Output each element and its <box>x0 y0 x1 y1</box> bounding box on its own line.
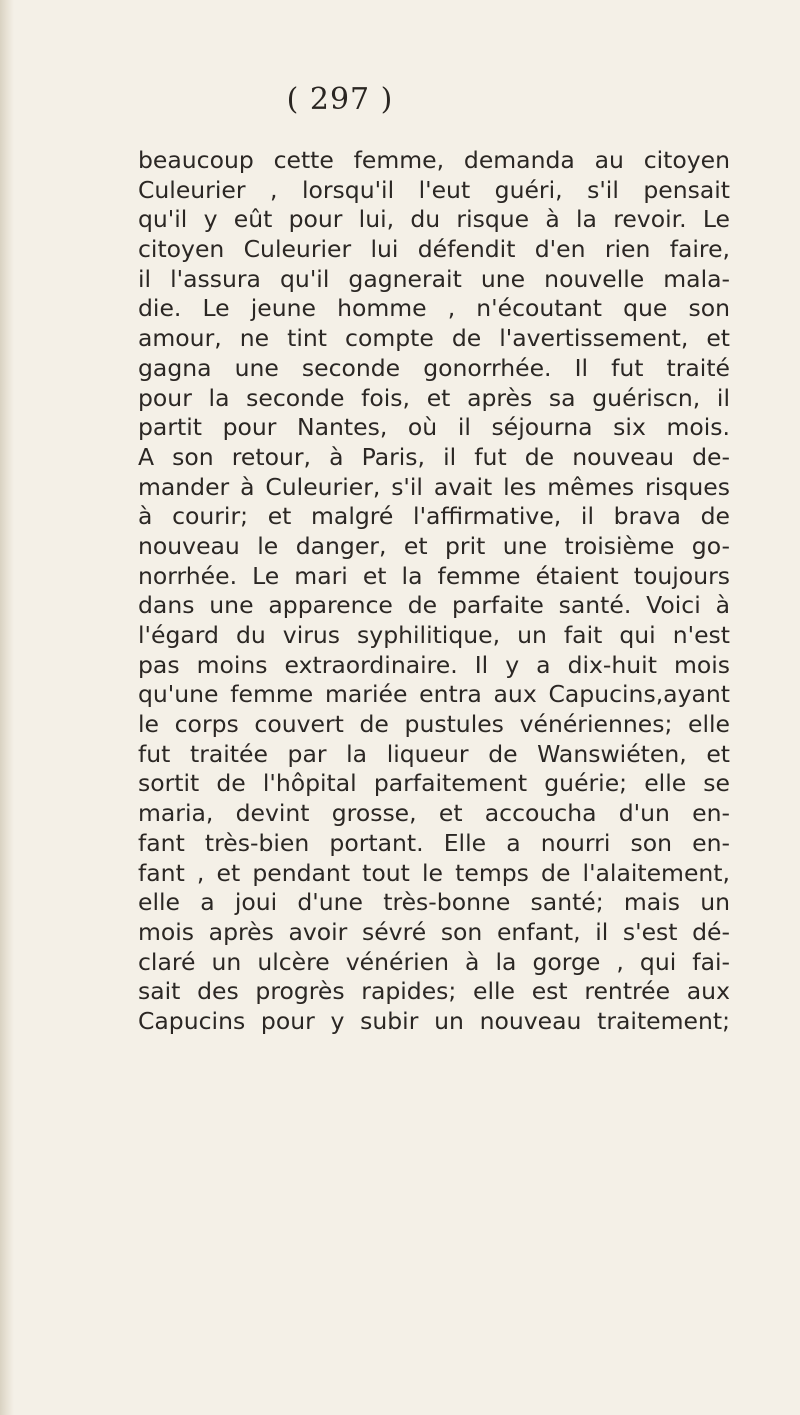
text-line: nouveau le danger, et prit une troisième go- <box>138 531 730 560</box>
text-line: sortit de l'hôpital parfaitement guérie; elle se <box>138 769 730 798</box>
text-line: norrhée. Le mari et la femme étaient toujours <box>138 561 730 590</box>
text-line: amour, ne tint compte de l'avertissement, et <box>138 324 730 353</box>
text-line: dans une apparence de parfaite santé. Voici à <box>138 591 730 620</box>
text-line: qu'une femme mariée entra aux Capucins,ayant <box>138 680 730 709</box>
text-line: elle a joui d'une très-bonne santé; mais un <box>138 888 730 917</box>
text-line: Culeurier , lorsqu'il l'eut guéri, s'il pensait <box>138 175 730 204</box>
text-line: pas moins extraordinaire. Il y a dix-huit mois <box>138 650 730 679</box>
text-line: die. Le jeune homme , n'écoutant que son <box>138 294 730 323</box>
text-line: partit pour Nantes, où il séjourna six mois. <box>138 413 730 442</box>
text-line: fant très-bien portant. Elle a nourri son en- <box>138 828 730 857</box>
text-line: qu'il y eût pour lui, du risque à la revoir. Le <box>138 205 730 234</box>
body-text <box>138 146 730 1037</box>
text-line: mander à Culeurier, s'il avait les mêmes risques <box>138 472 730 501</box>
text-line: fant , et pendant tout le temps de l'alaitement, <box>138 858 730 887</box>
text-line: fut traitée par la liqueur de Wanswiéten, et <box>138 739 730 768</box>
text-line: citoyen Culeurier lui défendit d'en rien faire, <box>138 235 730 264</box>
page-number: ( 297 ) <box>286 82 394 117</box>
text-line: il l'assura qu'il gagnerait une nouvelle mala- <box>138 264 730 293</box>
text-line: mois après avoir sévré son enfant, il s'est dé- <box>138 917 730 946</box>
text-line: Capucins pour y subir un nouveau traitement; <box>138 1006 730 1035</box>
text-line: l'égard du virus syphilitique, un fait qui n'est <box>138 621 730 649</box>
text-line: A son retour, à Paris, il fut de nouveau de- <box>138 442 730 471</box>
text-line: à courir; et malgré l'affirmative, il brava de <box>138 502 730 531</box>
page-gutter <box>0 0 14 1415</box>
text-line: le corps couvert de pustules vénériennes; elle <box>138 710 730 739</box>
text-line: maria, devint grosse, et accoucha d'un en- <box>138 799 730 828</box>
text-line: gagna une seconde gonorrhée. Il fut traité <box>138 353 730 382</box>
text-line: sait des progrès rapides; elle est rentrée aux <box>138 977 730 1006</box>
text-line: claré un ulcère vénérien à la gorge , qui fai- <box>138 947 730 976</box>
text-line: pour la seconde fois, et après sa guériscn, il <box>138 383 730 412</box>
text-line: beaucoup cette femme, demanda au citoyen <box>138 146 730 174</box>
